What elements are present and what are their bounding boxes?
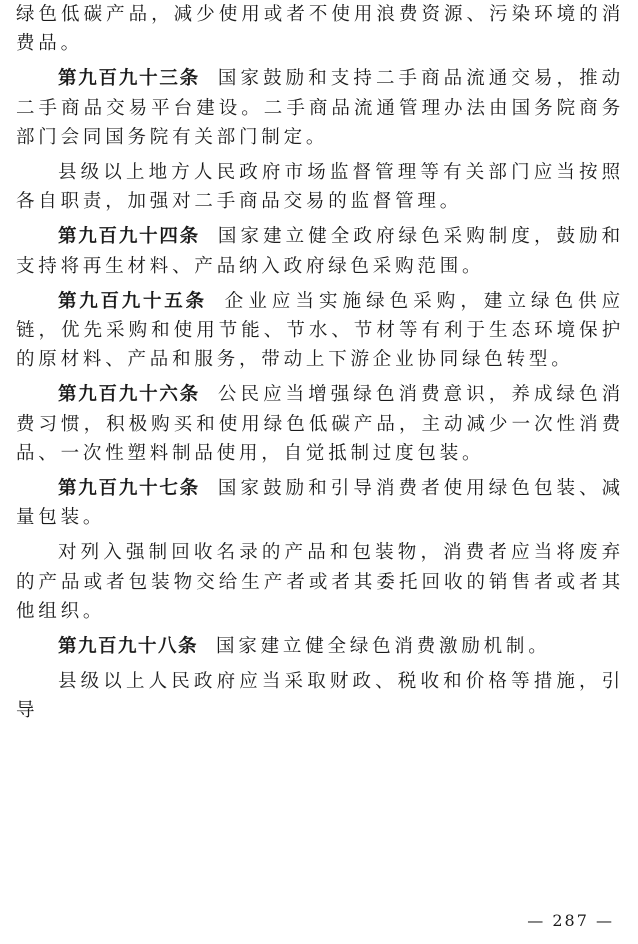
page-number: — 287 —: [527, 911, 614, 930]
paragraph-text: 国家鼓励和支持二手商品流通交易，推动二手商品交易平台建设。二手商品流通管理办法由国务院商务部门会同国务院有关部门制定。: [16, 68, 624, 148]
paragraph-text: 国家鼓励和引导消费者使用绿色包装、减量包装。: [16, 478, 624, 529]
paragraph-text: 国家建立健全政府绿色采购制度，鼓励和支持将再生材料、产品纳入政府绿色采购范围。: [16, 226, 624, 277]
paragraph-text: 对列入强制回收名录的产品和包装物，消费者应当将废弃的产品或者包装物交给生产者或者其委托回收的销售者或者其他组织。: [16, 542, 624, 622]
article-993-clause-2: [16, 158, 624, 216]
article-998: [16, 632, 624, 661]
article-995: [16, 287, 624, 375]
article-heading: 第九百九十四条: [58, 226, 200, 248]
article-heading: 第九百九十三条: [58, 68, 200, 90]
paragraph-text: 公民应当增强绿色消费意识，养成绿色消费习惯，积极购买和使用绿色低碳产品，主动减少一次性消费品、一次性塑料制品使用，自觉抵制过度包装。: [16, 384, 624, 464]
article-993: [16, 64, 624, 152]
article-heading: 第九百九十七条: [58, 478, 200, 500]
article-heading: 第九百九十八条: [58, 636, 199, 658]
paragraph-text: 国家建立健全绿色消费激励机制。: [216, 636, 551, 658]
paragraph-text: 绿色低碳产品，减少使用或者不使用浪费资源、污染环境的消费品。: [16, 4, 624, 55]
paragraph-continuation: [16, 0, 624, 58]
article-996: [16, 380, 624, 468]
article-997: [16, 474, 624, 532]
article-997-clause-2: [16, 538, 624, 626]
article-994: [16, 222, 624, 280]
article-heading: 第九百九十五条: [58, 290, 207, 312]
article-998-clause-2: [16, 667, 624, 725]
paragraph-text: 县级以上人民政府应当采取财政、税收和价格等措施，引导: [16, 671, 624, 722]
paragraph-text: 企业应当实施绿色采购，建立绿色供应链，优先采购和使用节能、节水、节材等有利于生态环境保护的原材料、产品和服务，带动上下游企业协同绿色转型。: [16, 290, 624, 371]
paragraph-text: 县级以上地方人民政府市场监督管理等有关部门应当按照各自职责，加强对二手商品交易的监督管理。: [16, 162, 624, 213]
article-heading: 第九百九十六条: [58, 384, 200, 406]
document-page: [16, 0, 624, 726]
